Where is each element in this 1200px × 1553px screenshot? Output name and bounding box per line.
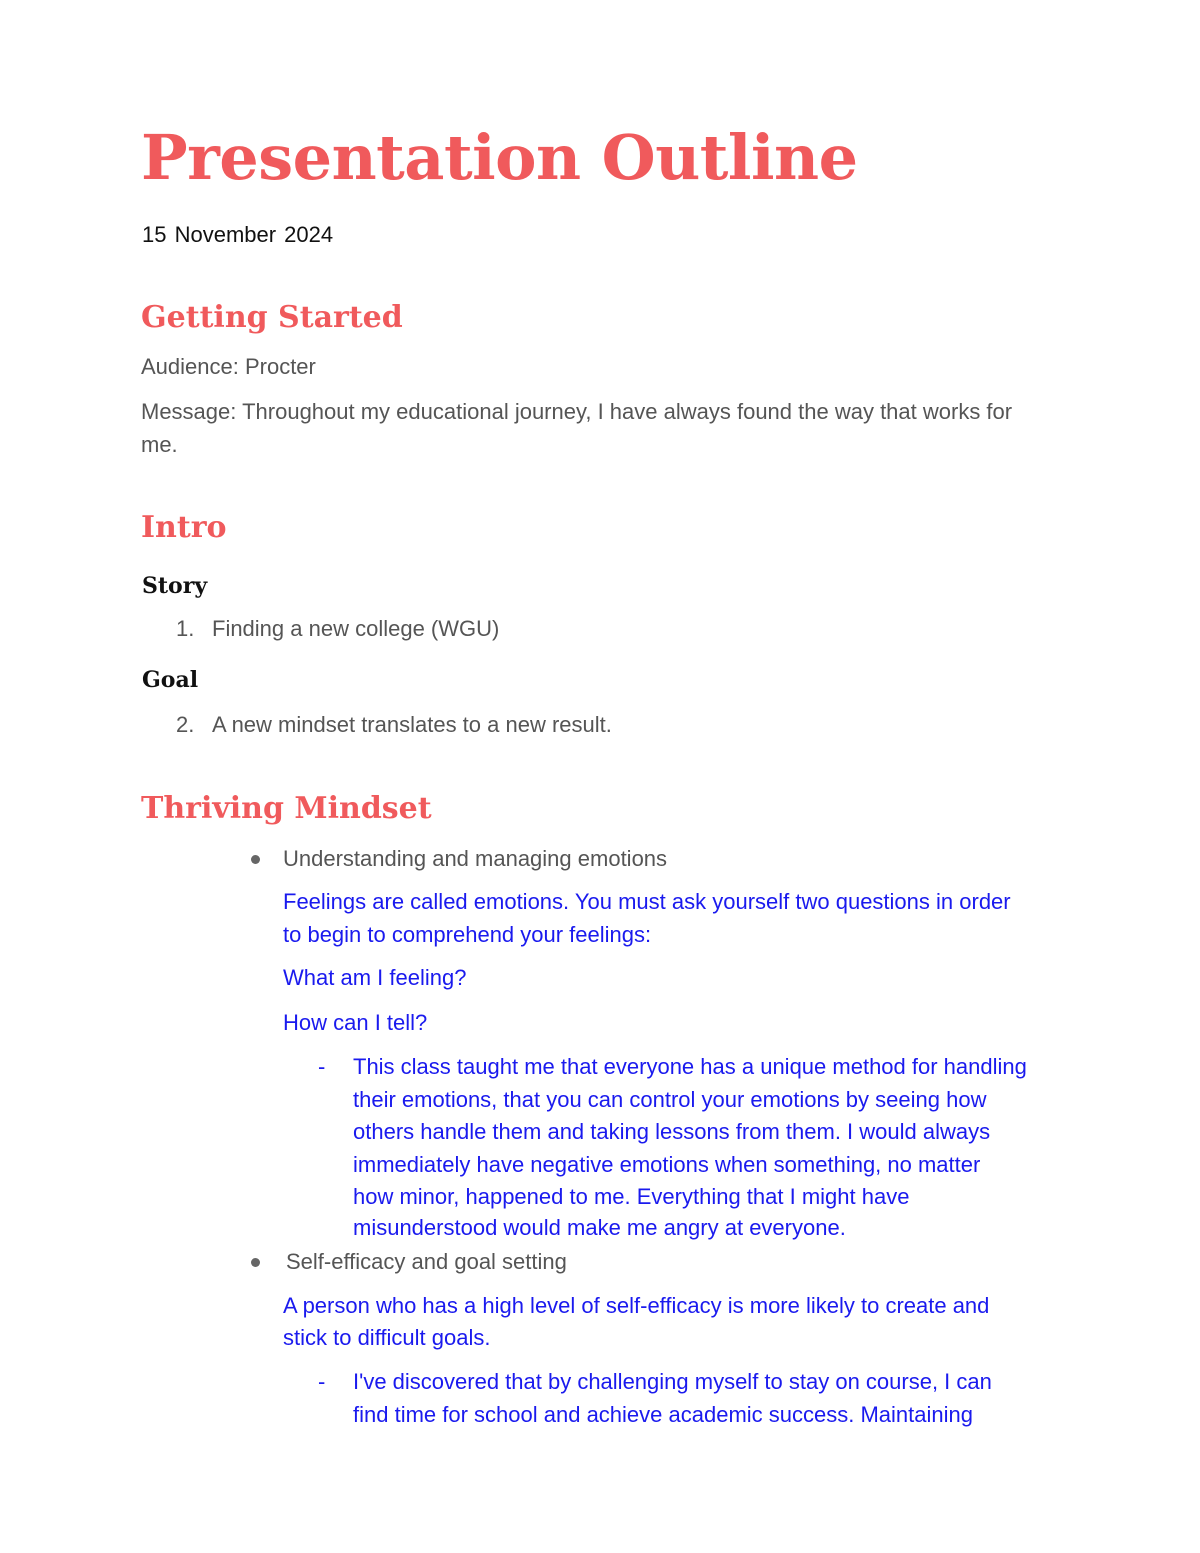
emotions-reflection-line-3: others handle them and taking lessons from them. I would always xyxy=(353,1119,991,1144)
emotions-reflection-line-2: their emotions, that you can control your emotions by seeing how xyxy=(353,1087,987,1112)
document-title: Presentation Outline xyxy=(141,121,858,194)
bullet-dot-icon xyxy=(251,1258,260,1267)
self-efficacy-paragraph-line-2: stick to difficult goals. xyxy=(283,1325,491,1350)
subheading-goal: Goal xyxy=(142,667,199,693)
question-what-am-i-feeling: What am I feeling? xyxy=(283,965,467,990)
section-heading-getting-started: Getting Started xyxy=(141,300,403,335)
question-how-can-i-tell: How can I tell? xyxy=(283,1010,428,1035)
audience-line: Audience: Procter xyxy=(141,354,316,379)
dash-marker: - xyxy=(318,1054,326,1079)
subheading-story: Story xyxy=(142,573,208,599)
emotions-reflection-line-6: misunderstood would make me angry at everyone. xyxy=(353,1215,846,1240)
message-line-2: me. xyxy=(141,432,178,457)
emotions-reflection-line-4: immediately have negative emotions when something, no matter xyxy=(353,1152,981,1177)
emotions-paragraph-line-1: Feelings are called emotions. You must ask yourself two questions in order xyxy=(283,889,1011,914)
list-number-1: 1. xyxy=(176,616,195,641)
self-efficacy-paragraph-line-1: A person who has a high level of self-efficacy is more likely to create and xyxy=(283,1293,990,1318)
bullet-label-emotions: Understanding and managing emotions xyxy=(283,846,668,871)
story-list-item: Finding a new college (WGU) xyxy=(212,616,500,641)
emotions-paragraph-line-2: to begin to comprehend your feelings: xyxy=(283,922,652,947)
emotions-reflection-line-5: how minor, happened to me. Everything that I might have xyxy=(353,1184,910,1209)
goal-list-item: A new mindset translates to a new result. xyxy=(212,712,612,737)
document-date: 15 November 2024 xyxy=(142,222,334,247)
self-efficacy-reflection-line-1: I've discovered that by challenging myself to stay on course, I can xyxy=(353,1369,992,1394)
list-number-2: 2. xyxy=(176,712,195,737)
message-line-1: Message: Throughout my educational journey, I have always found the way that works for xyxy=(141,399,1013,424)
section-heading-intro: Intro xyxy=(141,510,227,545)
dash-marker: - xyxy=(318,1369,326,1394)
bullet-dot-icon xyxy=(251,855,260,864)
section-heading-thriving-mindset: Thriving Mindset xyxy=(141,791,432,826)
self-efficacy-reflection-line-2: find time for school and achieve academic success. Maintaining xyxy=(353,1402,973,1427)
bullet-label-self-efficacy: Self-efficacy and goal setting xyxy=(286,1249,567,1274)
emotions-reflection-line-1: This class taught me that everyone has a unique method for handling xyxy=(353,1054,1027,1079)
